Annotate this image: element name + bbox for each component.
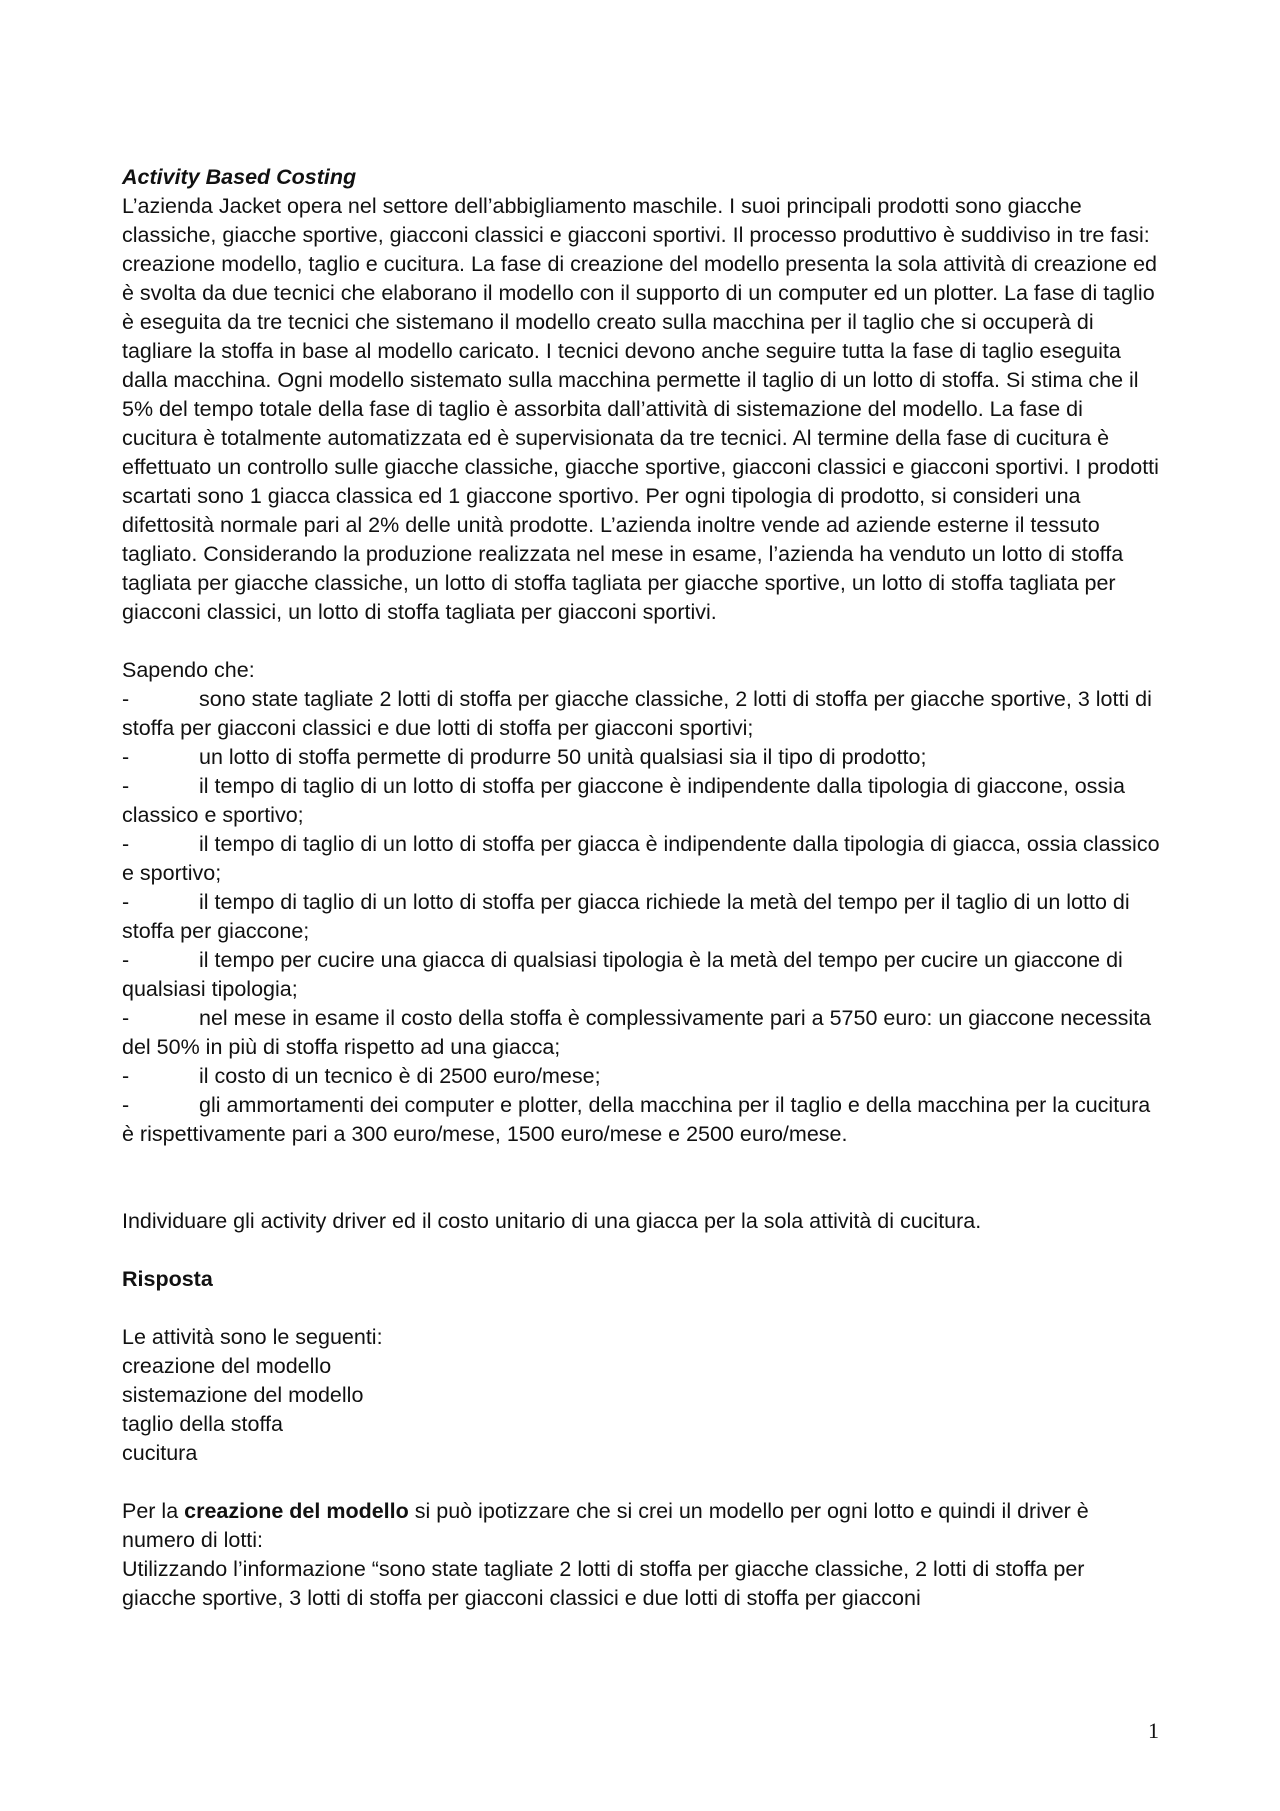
- list-item-text: il costo di un tecnico è di 2500 euro/mese;: [199, 1064, 601, 1088]
- list-item: [122, 685, 1162, 743]
- activity-item: taglio della stoffa: [122, 1412, 283, 1436]
- list-item: [122, 888, 1162, 946]
- list-item-text: il tempo di taglio di un lotto di stoffa per giacca richiede la metà del tempo per il taglio di un lotto di stoffa per giaccone;: [122, 890, 1130, 943]
- bullet-marker: -: [122, 1006, 130, 1030]
- model-creation-paragraph: [122, 1497, 1162, 1555]
- page-number: 1: [1148, 1718, 1159, 1743]
- bullet-marker: -: [122, 1064, 130, 1088]
- list-item: [122, 772, 1162, 830]
- spacer: [122, 1468, 1162, 1497]
- spacer: [122, 1294, 1162, 1323]
- list-item: [122, 946, 1162, 1004]
- activities-intro: Le attività sono le seguenti:: [122, 1325, 383, 1349]
- list-item: [122, 830, 1162, 888]
- bullet-marker: -: [122, 890, 130, 914]
- spacer: [122, 1149, 1162, 1207]
- knowing-label: Sapendo che:: [122, 658, 255, 682]
- bullet-marker: -: [122, 832, 130, 856]
- list-item-text: il tempo di taglio di un lotto di stoffa per giaccone è indipendente dalla tipologia di giaccone, ossia classico e sportivo;: [122, 774, 1125, 827]
- activity-item: sistemazione del modello: [122, 1383, 364, 1407]
- conditions-list: [122, 685, 1162, 1149]
- list-item-text: un lotto di stoffa permette di produrre 50 unità qualsiasi sia il tipo di prodotto;: [199, 745, 927, 769]
- bullet-marker: -: [122, 745, 130, 769]
- list-item-text: il tempo di taglio di un lotto di stoffa per giacca è indipendente dalla tipologia di giacca, ossia classico e sportivo;: [122, 832, 1160, 885]
- bullet-marker: -: [122, 687, 130, 711]
- list-item: [122, 743, 1162, 772]
- activities-list: [122, 1352, 1162, 1468]
- document-body: [122, 163, 1162, 1613]
- bullet-marker: -: [122, 948, 130, 972]
- spacer: [122, 1236, 1162, 1265]
- list-item-text: il tempo per cucire una giacca di qualsiasi tipologia è la metà del tempo per cucire un giaccone di qualsiasi tipologia;: [122, 948, 1123, 1001]
- list-item: [122, 1062, 1162, 1091]
- list-item: [122, 1004, 1162, 1062]
- bullet-marker: -: [122, 1093, 130, 1117]
- list-item-text: sono state tagliate 2 lotti di stoffa per giacche classiche, 2 lotti di stoffa per giacche sportive, 3 lotti di stoffa per giacconi classici e due lotti di stoffa per giacconi sportivi;: [122, 687, 1152, 740]
- answer-heading: Risposta: [122, 1267, 213, 1291]
- list-item-text: nel mese in esame il costo della stoffa è complessivamente pari a 5750 euro: un giaccone necessita del 50% in più di stoffa rispetto ad una giacca;: [122, 1006, 1152, 1059]
- activity-item: creazione del modello: [122, 1354, 332, 1378]
- list-item: [122, 1091, 1162, 1149]
- spacer: [122, 627, 1162, 656]
- document-title: Activity Based Costing: [122, 165, 357, 189]
- activity-item: cucitura: [122, 1441, 198, 1465]
- text-run: Per la: [122, 1499, 185, 1523]
- text-run: si può ipotizzare che si crei un modello per ogni lotto e quindi il driver è numero di lotti:: [122, 1499, 1089, 1552]
- bullet-marker: -: [122, 774, 130, 798]
- using-info-paragraph: Utilizzando l’informazione “sono state tagliate 2 lotti di stoffa per giacche classiche, 2 lotti di stoffa per giacche sportive, 3 lotti di stoffa per giacconi classici e due lotti di stoffa per giacconi: [122, 1557, 1085, 1610]
- question-text: Individuare gli activity driver ed il costo unitario di una giacca per la sola attività di cucitura.: [122, 1209, 982, 1233]
- bold-term: creazione del modello: [184, 1499, 409, 1523]
- intro-paragraph: L’azienda Jacket opera nel settore dell’abbigliamento maschile. I suoi principali prodotti sono giacche classiche, giacche sportive, giacconi classici e giacconi sportivi. Il processo produttivo è suddiviso in tre fasi: creazione modello, taglio e cucitura. La fase di creazione del modello presenta la sola attività di creazione ed è svolta da due tecnici che elaborano il modello con il supporto di un computer ed un plotter. La fase di taglio è eseguita da tre tecnici che sistemano il modello creato sulla macchina per il taglio che si occuperà di tagliare la stoffa in base al modello caricato. I tecnici devono anche seguire tutta la fase di taglio eseguita dalla macchina. Ogni modello sistemato sulla macchina permette il taglio di un lotto di stoffa. Si stima che il 5% del tempo totale della fase di taglio è assorbita dall’attività di sistemazione del modello. La fase di cucitura è totalmente automatizzata ed è supervisionata da tre tecnici. Al termine della fase di cucitura è effettuato un controllo sulle giacche classiche, giacche sportive, giacconi classici e giacconi sportivi. I prodotti scartati sono 1 giacca classica ed 1 giaccone sportivo. Per ogni tipologia di prodotto, si consideri una difettosità normale pari al 2% delle unità prodotte. L’azienda inoltre vende ad aziende esterne il tessuto tagliato. Considerando la produzione realizzata nel mese in esame, l’azienda ha venduto un lotto di stoffa tagliata per giacche classiche, un lotto di stoffa tagliata per giacche sportive, un lotto di stoffa tagliata per giacconi classici, un lotto di stoffa tagliata per giacconi sportivi.: [122, 194, 1159, 624]
- list-item-text: gli ammortamenti dei computer e plotter, della macchina per il taglio e della macchina per la cucitura è rispettivamente pari a 300 euro/mese, 1500 euro/mese e 2500 euro/mese.: [122, 1093, 1151, 1146]
